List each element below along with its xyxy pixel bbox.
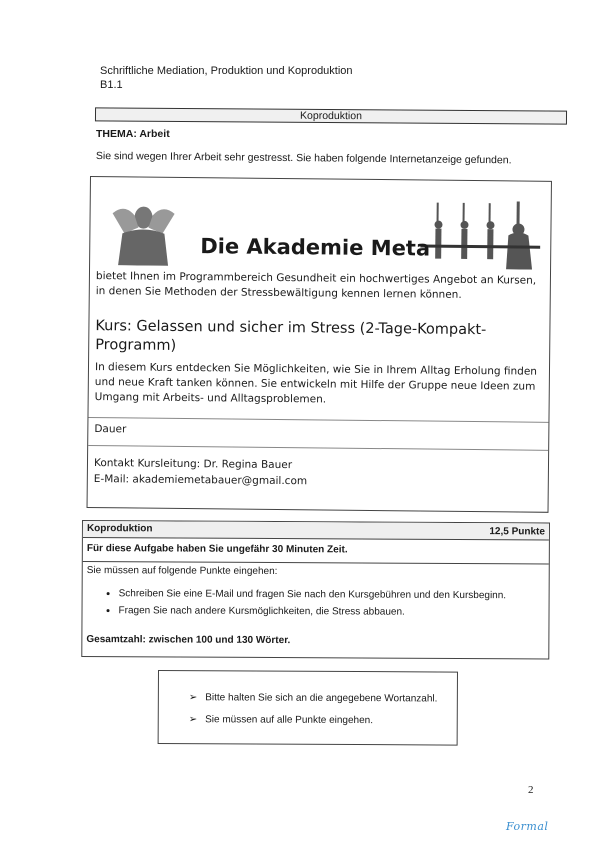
contact-info [94, 455, 308, 489]
arrow-bullet-icon: ➢ [188, 692, 198, 704]
task-box [81, 520, 550, 659]
course-description: In diesem Kurs entdecken Sie Möglichkeiten, wie Sie in Ihrem Alltag Erholung finden und neue Kraft tanken können. Sie entwickeln mit Hilfe der Gruppe neue Ideen zum Umgang mit Arbeits- und Alltagsproblemen. [94, 361, 538, 406]
arrow-bullet-icon: ➢ [188, 714, 198, 726]
stretching-man-image [104, 193, 183, 266]
task-time: Für diese Aufgabe haben Sie ungefähr 30 Minuten Zeit. [86, 543, 348, 556]
list-item: ➢ Bitte halten Sie sich an die angegebene Wortanzahl. [188, 692, 438, 705]
page-header [100, 64, 353, 92]
list-item: • Fragen Sie nach andere Kursmöglichkeiten, die Stress abbauen. [118, 602, 506, 621]
list-item: • Schreiben Sie eine E-Mail und fragen Sie nach den Kursgebühren und den Kursbeginn. [119, 585, 507, 604]
handwritten-note: Formal [506, 820, 549, 833]
header-title: Schriftliche Mediation, Produktion und Koproduktion [100, 65, 353, 77]
hint-box [158, 670, 458, 746]
intro-text: Sie sind wegen Ihrer Arbeit sehr gestresst. Sie haben folgende Internetanzeige gefunden. [95, 150, 512, 167]
ad-description: bietet Ihnen im Programmbereich Gesundheit ein hochwertiges Angebot an Kursen, in denen Sie Methoden der Stressbewältigung kennen lernen können. [95, 270, 537, 301]
contact-email: E-Mail: akademiemetabauer@gmail.com [93, 473, 308, 488]
task-header [83, 521, 549, 540]
section-title-bar: Koproduktion [95, 107, 567, 124]
duration-label: Dauer [94, 423, 127, 436]
task-label: Koproduktion [86, 523, 153, 535]
ad-title: Die Akademie Meta [200, 234, 431, 261]
task-points: 12,5 Punkte [489, 526, 545, 538]
hint-list [189, 687, 438, 732]
yoga-group-image [420, 198, 541, 269]
divider [83, 561, 549, 564]
list-item: ➢ Sie müssen auf alle Punkte eingehen. [188, 714, 374, 727]
task-instruction: Sie müssen auf folgende Punkte eingehen: [86, 565, 278, 578]
advertisement-box [87, 176, 552, 513]
theme-label: THEMA: Arbeit [96, 128, 170, 140]
page-number: 2 [528, 784, 534, 796]
word-count-requirement: Gesamtzahl: zwischen 100 und 130 Wörter. [86, 634, 291, 647]
course-title: Kurs: Gelassen und sicher im Stress (2-Tage-Kompakt-Programm) [95, 318, 487, 354]
divider [88, 445, 548, 451]
divider [88, 417, 548, 423]
task-bullets [100, 585, 506, 621]
contact-name: Kontakt Kursleitung: Dr. Regina Bauer [93, 457, 293, 472]
header-level: B1.1 [100, 79, 123, 91]
